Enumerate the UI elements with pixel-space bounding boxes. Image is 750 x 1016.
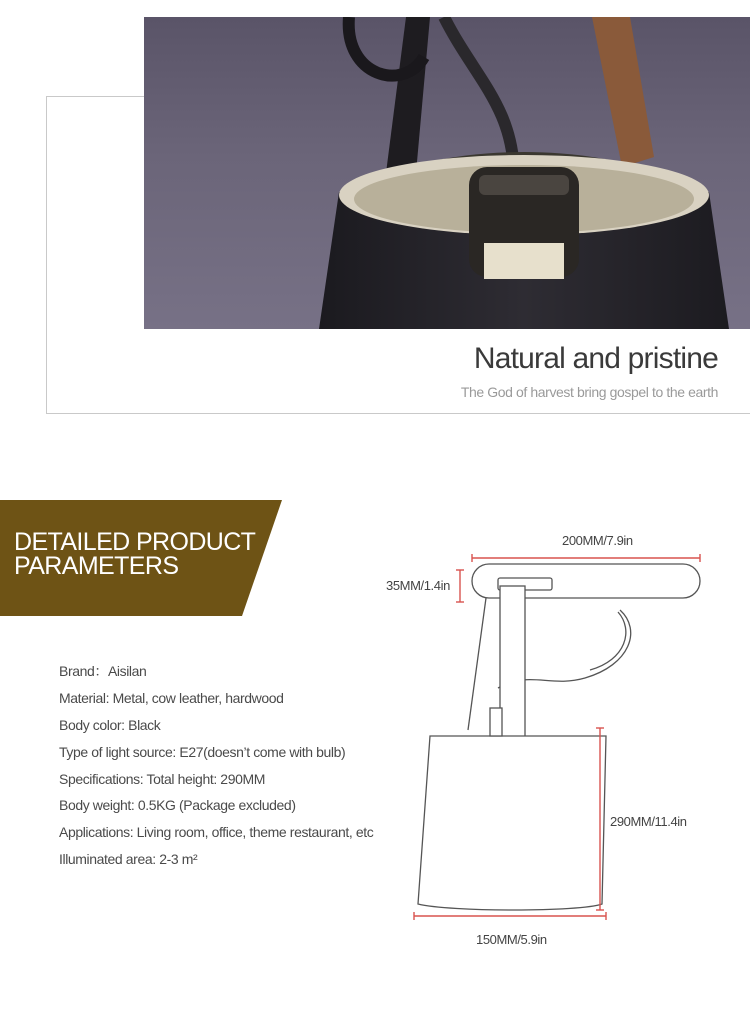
hero-title: Natural and pristine (473, 342, 718, 375)
spec-item-illuminated-area: Illuminated area: 2-3 m² (59, 851, 198, 868)
spec-item-material: Material: Metal, cow leather, hardwood (59, 689, 284, 706)
spec-item-body-weight: Body weight: 0.5KG (Package excluded) (59, 797, 296, 814)
section-heading-line1: DETAILED PRODUCT (14, 528, 256, 556)
spec-item-applications: Applications: Living room, office, theme restaurant, etc (59, 824, 374, 841)
section-heading-line2: PARAMETERS (14, 552, 179, 580)
dim-shade-width: 150MM/5.9in (476, 932, 547, 947)
dimension-diagram (380, 520, 750, 960)
dim-width-top: 200MM/7.9in (562, 533, 633, 548)
spec-item-light-source: Type of light source: E27(doesn’t come with bulb) (59, 743, 346, 760)
spec-item-body-color: Body color: Black (59, 716, 161, 733)
spec-list (59, 660, 373, 875)
section-heading (14, 530, 255, 578)
hero-subtitle: The God of harvest bring gospel to the earth (460, 384, 718, 400)
dim-tube-height: 35MM/1.4in (386, 578, 450, 593)
spec-item-specifications: Specifications: Total height: 290MM (59, 770, 265, 787)
dim-shade-height: 290MM/11.4in (610, 814, 687, 829)
spec-item-brand: Brand：Aisilan (59, 663, 147, 679)
product-photo (144, 17, 750, 329)
